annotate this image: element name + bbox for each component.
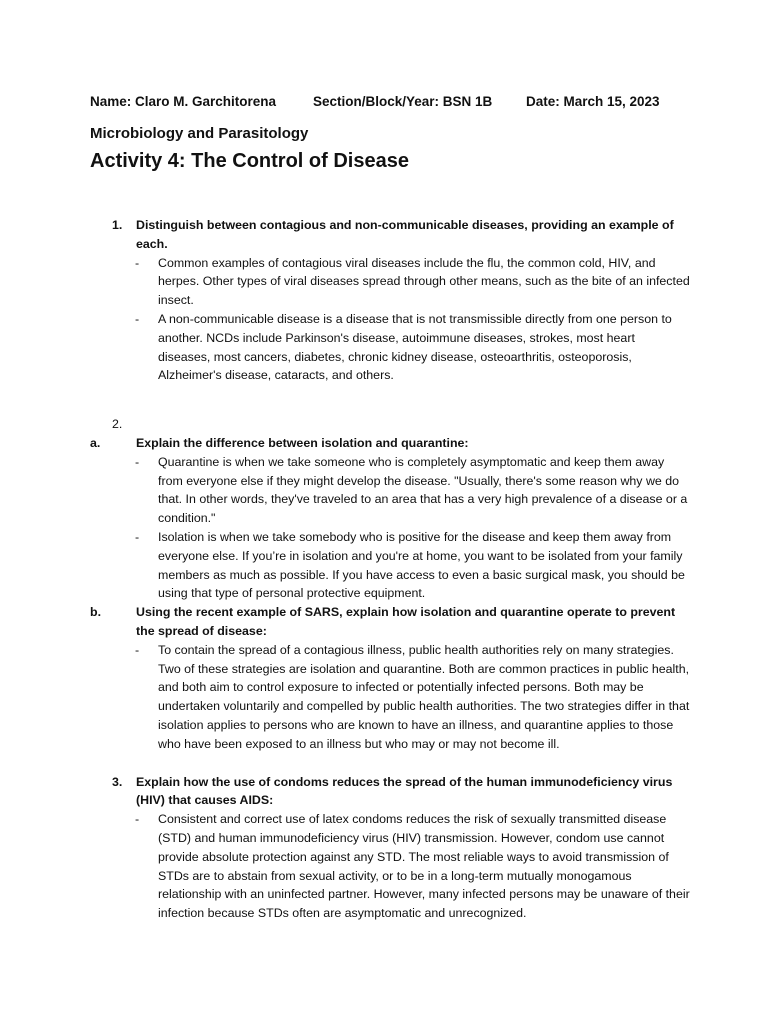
date: Date: March 15, 2023 [526, 94, 660, 109]
answer-text: Quarantine is when we take someone who is completely asymptomatic and keep them away from everyone else if they might develop the disease. "Usually, there's some reason why we do that. In other words, they've traveled to an area that has a very high prevalence of a disease or a condition." [158, 454, 688, 526]
bullet-dash: - [135, 642, 140, 657]
question-number: 3. [112, 774, 123, 789]
bullet-dash: - [135, 255, 140, 270]
bullet-dash: - [135, 529, 140, 544]
answer-list [90, 254, 690, 386]
answer-text: Isolation is when we take somebody who is positive for the disease and keep them away from everyone else. If you’re in isolation and you're at home, you want to be isolated from your family members as much as possible. If you have access to even a basic surgical mask, you should be using that type of personal protective equipment. [158, 529, 685, 601]
bullet-dash: - [135, 454, 140, 469]
answer-item [135, 528, 690, 603]
answer-list [90, 810, 690, 923]
question-number: 1. [112, 218, 123, 232]
question-2 [90, 415, 690, 434]
answer-text: A non-communicable disease is a disease that is not transmissible directly from one person to another. NCDs include Parkinson's disease, autoimmune diseases, strokes, most heart diseases, most cancers, diabetes, chronic kidney disease, osteoarthritis, osteoporosis, Alzheimer's disease, cataracts, and others. [158, 311, 672, 383]
questions-body [90, 216, 690, 923]
question-3 [90, 773, 690, 811]
answer-list [90, 641, 690, 754]
bullet-dash: - [135, 812, 140, 827]
question-prompt: Explain how the use of condoms reduces the spread of the human immunodeficiency virus (HIV) that causes AIDS: [136, 774, 673, 808]
question-number: 2. [112, 417, 123, 432]
activity-title: Activity 4: The Control of Disease [90, 150, 409, 172]
course-title: Microbiology and Parasitology [90, 125, 309, 142]
bullet-dash: - [135, 311, 140, 326]
question-prompt: Using the recent example of SARS, explain how isolation and quarantine operate to prevent the spread of disease: [136, 605, 676, 638]
part-letter: b. [90, 605, 102, 620]
section-block-year: Section/Block/Year: BSN 1B [313, 94, 493, 109]
question-2a [90, 434, 690, 453]
answer-item [135, 810, 690, 923]
part-letter: a. [90, 435, 101, 450]
answer-text: Common examples of contagious viral diseases include the flu, the common cold, HIV, and herpes. Other types of viral diseases spread through other means, such as the bite of an infected insect. [158, 255, 690, 308]
question-prompt: Distinguish between contagious and non-communicable diseases, providing an example of each. [136, 218, 674, 251]
answer-list [90, 453, 690, 603]
question-prompt: Explain the difference between isolation and quarantine: [136, 435, 469, 450]
answer-item [135, 310, 690, 385]
answer-text: Consistent and correct use of latex condoms reduces the risk of sexually transmitted disease (STD) and human immunodeficiency virus (HIV) transmission. However, condom use cannot provide absolute protection against any STD. The most reliable ways to avoid transmission of STDs are to abstain from sexual activity, or to be in a long-term mutually monogamous relationship with an uninfected partner. However, many infected persons may be unaware of their infection because STDs often are asymptomatic and unrecognized. [158, 812, 690, 921]
question-1 [90, 216, 690, 254]
answer-text: To contain the spread of a contagious illness, public health authorities rely on many strategies. Two of these strategies are isolation and quarantine. Both are common practices in public health, and both aim to control exposure to infected or potentially infected persons. Both may be undertaken voluntarily and compelled by public health authorities. The two strategies differ in that isolation applies to persons who are known to have an illness, and quarantine applies to those who have been exposed to an illness but who may or may not become ill. [158, 642, 690, 751]
answer-item [135, 254, 690, 310]
answer-item [135, 453, 690, 528]
answer-item [135, 641, 690, 754]
student-name: Name: Claro M. Garchitorena [90, 94, 277, 109]
question-2b [90, 603, 690, 641]
